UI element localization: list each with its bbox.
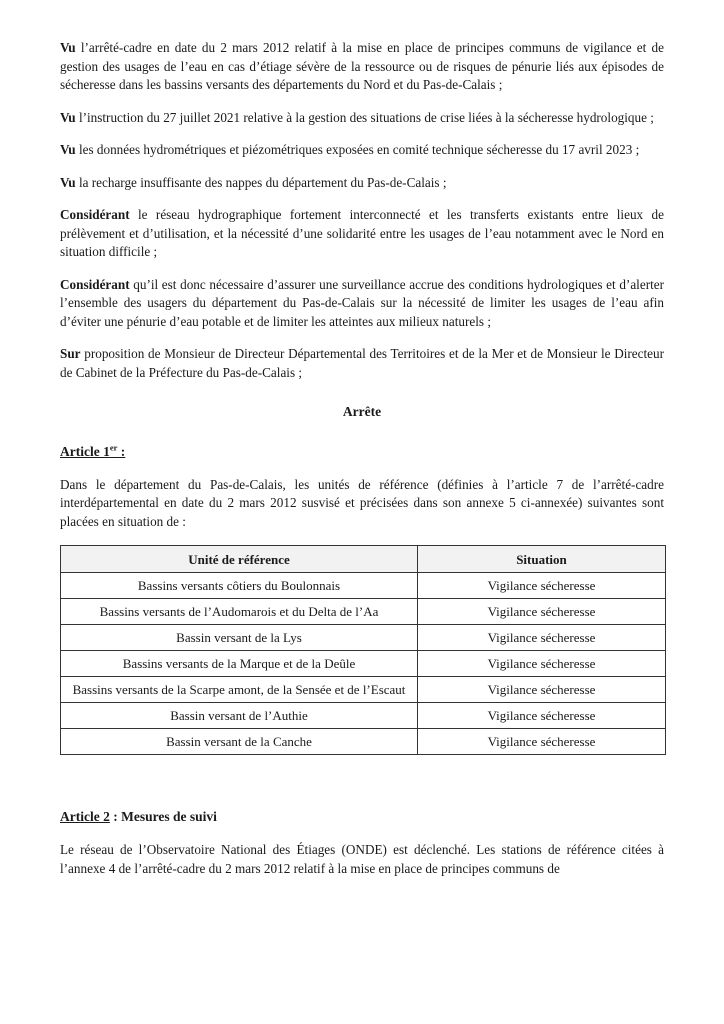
reference-units-table — [60, 545, 666, 755]
preamble-paragraph — [60, 39, 664, 95]
table-row — [61, 651, 666, 677]
header-situation: Situation — [418, 546, 666, 573]
arrete-heading: Arrête — [342, 404, 382, 419]
situation-cell: Vigilance sécheresse — [418, 573, 666, 599]
paragraph-lead: Vu — [60, 142, 76, 157]
table-row — [61, 625, 666, 651]
article-1-sup: er — [109, 442, 118, 452]
table-row — [61, 599, 666, 625]
paragraph-text: qu’il est donc nécessaire d’assurer une surveillance accrue des conditions hydrologiques et d’alerter l’ensemble des usagers du département du Pas-de-Calais sur la nécessité de limiter les usages de l’eau afin d’éviter une pénurie d’eau potable et de limiter les atteintes aux milieux naturels ; — [60, 276, 664, 329]
preamble-paragraph — [60, 345, 664, 382]
situation-cell: Vigilance sécheresse — [418, 651, 666, 677]
article-1-intro: Dans le département du Pas-de-Calais, les unités de référence (définies à l’article 7 de l’arrêté-cadre interdépartemental en date du 2 mars 2012 susvisé et précisées dans son annexe 5 ci-annexée) suivantes sont placées en situation de : — [60, 476, 664, 529]
article-2-text: Le réseau de l’Observatoire National des Étiages (ONDE) est déclenché. Les stations de référence citées à l’annexe 4 de l’arrêté-cadre du 2 mars 2012 relatif à la mise en place de principes communs de — [60, 842, 664, 876]
unit-cell: Bassins versants de l’Audomarois et du Delta de l’Aa — [61, 599, 418, 625]
article-2-heading — [60, 809, 664, 825]
paragraph-text: l’instruction du 27 juillet 2021 relative à la gestion des situations de crise liées à la sécheresse hydrologique ; — [75, 109, 654, 125]
table-row — [61, 677, 666, 703]
table-row — [61, 703, 666, 729]
preamble-paragraph — [60, 141, 664, 160]
situation-cell: Vigilance sécheresse — [418, 729, 666, 755]
paragraph-lead: Sur — [60, 346, 81, 361]
paragraph-text: les données hydrométriques et piézométriques exposées en comité technique sécheresse du 17 avril 2023 ; — [75, 142, 640, 157]
paragraph-text: le réseau hydrographique fortement interconnecté et les transferts existants entre lieux de prélèvement et d’utilisation, et la nécessité d’une solidarité entre les usages de l’eau notamment avec le Nord en situation difficile ; — [60, 207, 664, 259]
preamble-paragraph — [60, 276, 664, 332]
article-1-suffix: : — [117, 443, 126, 459]
table-header-row — [61, 546, 666, 573]
paragraph-lead: Considérant — [60, 207, 130, 222]
article-1-heading — [60, 442, 664, 460]
unit-cell: Bassin versant de l’Authie — [61, 703, 418, 729]
unit-cell: Bassins versants côtiers du Boulonnais — [61, 573, 418, 599]
preamble-paragraph — [60, 174, 664, 193]
unit-cell: Bassin versant de la Canche — [61, 729, 418, 755]
preamble — [60, 39, 664, 382]
situation-cell: Vigilance sécheresse — [418, 703, 666, 729]
table-row — [61, 573, 666, 599]
article-2-suffix: : Mesures de suivi — [109, 809, 217, 824]
paragraph-lead: Vu — [60, 109, 76, 125]
article-2-label: Article 2 — [60, 809, 110, 824]
situation-cell: Vigilance sécheresse — [418, 625, 666, 651]
unit-cell: Bassin versant de la Lys — [61, 625, 418, 651]
article-1-label: Article 1er : — [60, 442, 126, 459]
paragraph-lead: Vu — [60, 40, 76, 55]
paragraph-text: proposition de Monsieur de Directeur Départemental des Territoires et de la Mer et de Monsieur le Directeur de Cabinet de la Préfecture du Pas-de-Calais ; — [60, 346, 664, 380]
paragraph-lead: Considérant — [60, 276, 130, 292]
header-unit: Unité de référence — [61, 546, 418, 573]
paragraph-lead: Vu — [60, 174, 76, 190]
table-row — [61, 729, 666, 755]
preamble-paragraph — [60, 206, 664, 262]
preamble-paragraph — [60, 109, 664, 128]
unit-cell: Bassins versants de la Marque et de la Deûle — [61, 651, 418, 677]
situation-cell: Vigilance sécheresse — [418, 599, 666, 625]
paragraph-text: la recharge insuffisante des nappes du département du Pas-de-Calais ; — [75, 174, 447, 190]
unit-cell: Bassins versants de la Scarpe amont, de la Sensée et de l’Escaut — [61, 677, 418, 703]
paragraph-text: l’arrêté-cadre en date du 2 mars 2012 relatif à la mise en place de principes communs de vigilance et de gestion des usages de l’eau en cas d’étiage sévère de la ressource ou de risques de pénurie liés aux épisodes de sécheresse dans les bassins versants des départements du Nord et du Pas-de-Calais ; — [60, 40, 664, 92]
situation-cell: Vigilance sécheresse — [418, 677, 666, 703]
